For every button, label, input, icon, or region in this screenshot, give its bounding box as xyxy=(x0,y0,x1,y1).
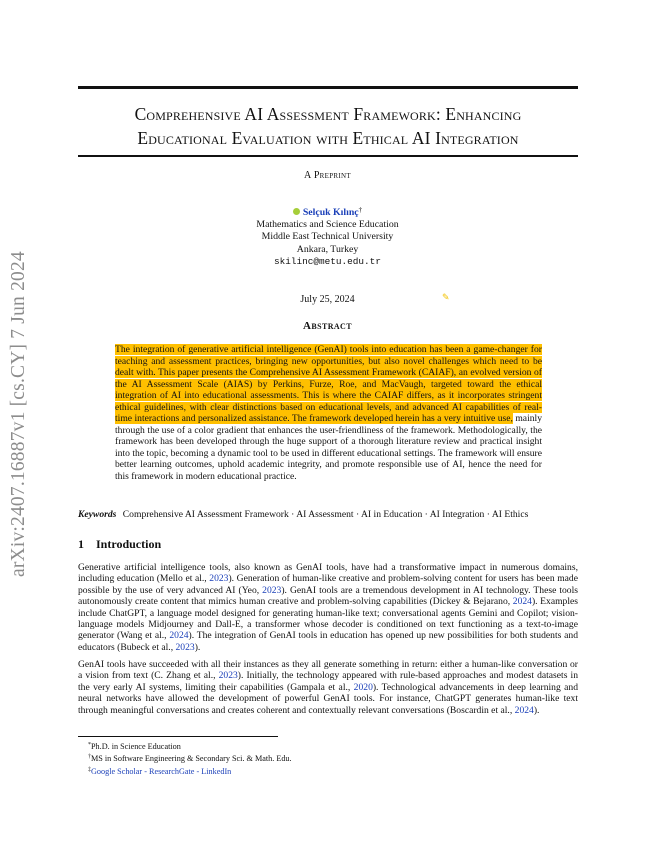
title-bottom-rule xyxy=(78,155,578,157)
citation-link[interactable]: 2023 xyxy=(262,584,282,596)
affiliation-university: Middle East Technical University xyxy=(261,231,394,243)
citation-link[interactable]: 2024 xyxy=(512,596,532,608)
affiliation-location: Ankara, Turkey xyxy=(296,243,359,255)
footnotes xyxy=(88,740,578,777)
title-top-rule xyxy=(78,86,578,89)
keywords-label: Keywords xyxy=(78,509,117,520)
citation-link[interactable]: 2023 xyxy=(175,641,195,653)
footnote-rule xyxy=(78,736,278,737)
title-line-1: Comprehensive AI Assessment Framework: Enhancing xyxy=(134,104,522,124)
citation-link[interactable]: 2020 xyxy=(353,681,373,693)
section-heading-introduction xyxy=(78,537,161,552)
paper-title xyxy=(70,102,586,150)
profile-links[interactable]: Google Scholar - ResearchGate - LinkedIn xyxy=(91,766,232,776)
arxiv-identifier: arXiv:2407.16887v1 [cs.CY] 7 Jun 2024 xyxy=(8,251,29,577)
intro-paragraph-2: GenAI tools have succeeded with all their instances as they all generate something in return: either a human-like conversation or a vision from text (C. Zhang et al., 2023). Initially, the technology appeared with rule-based approaches and modest datasets in the very early AI systems, limiting their capabilities (Gampala et al., 2020). Technological advancements in deep learning and neural networks have allowed the development of powerful GenAI tools. For instance, ChatGPT generates human-like text through meaningful conversations and creates coherent and contextually relevant conversations (Boscardin et al., 2024). xyxy=(78,659,578,716)
abstract-heading: Abstract xyxy=(303,320,352,332)
publication-date: July 25, 2024 xyxy=(300,294,355,305)
section-title: Introduction xyxy=(96,537,162,551)
author-name[interactable]: Selçuk Kılınç xyxy=(302,207,359,218)
preprint-label: A Preprint xyxy=(304,170,351,181)
keywords xyxy=(78,509,578,521)
citation-link[interactable]: 2023 xyxy=(209,573,229,585)
affiliation-department: Mathematics and Science Education xyxy=(256,219,399,231)
section-number: 1 xyxy=(78,537,84,551)
author-block xyxy=(0,204,655,268)
footnote-3: ‡Google Scholar - ResearchGate - LinkedIn xyxy=(88,766,232,776)
pencil-note-icon[interactable]: ✎ xyxy=(442,292,450,302)
keywords-text: Comprehensive AI Assessment Framework · AI Assessment · AI in Education · AI Integration · AI Ethics xyxy=(122,509,529,520)
intro-paragraph-1: Generative artificial intelligence tools, also known as GenAI tools, have had a transformative impact in numerous domains, including education (Mello et al., 2023). Generation of human-like creative and problem-solving content for users has been made possible by the use of very advanced AI (Yeo, 2023). GenAI tools are a tremendous development in AI technology. These tools autonomously create content that mimics human creative and problem-solving capabilities (Dickey & Bejarano, 2024). Examples include ChatGPT, a language model designed for generating human-like text; conversational agents Gemini and Copilot; vision-language models Midjourney and Dall-E, a transformer whose decoder is conditioned on text functioning as a text-to-image generator (Wang et al., 2024). The integration of GenAI tools in education has opened up new possibilities for both students and educators (Bubeck et al., 2023). xyxy=(78,562,578,653)
title-line-2: Educational Evaluation with Ethical AI Integration xyxy=(137,128,519,148)
footnote-1: *Ph.D. in Science Education xyxy=(88,742,181,751)
author-email[interactable]: skilinc@metu.edu.tr xyxy=(274,255,381,267)
orcid-icon[interactable] xyxy=(293,208,300,215)
author-footnote-mark[interactable]: † xyxy=(358,206,363,214)
abstract-highlighted-text: The integration of generative artificial intelligence (GenAI) tools into education has been a game-changer for teaching and assessment practices, bringing new opportunities, but also novel challenges which need to be dealt with. This paper presents the Comprehensive AI Assessment Framework (CAIAF), an evolved version of the AI Assessment Scale (AIAS) by Perkins, Furze, Roe, and MacVaugh, targeted toward the ethical integration of AI into educational assessments. This is where the CAIAF differs, as it incorporates stringent ethical guidelines, with clear distinctions based on educational levels, and advanced AI capabilities of real-time interactions and personalized assistance. The framework developed herein has a very intuitive use, xyxy=(115,344,542,424)
abstract-body xyxy=(115,344,542,482)
citation-link[interactable]: 2024 xyxy=(514,704,534,716)
footnote-2: †MS in Software Engineering & Secondary Sci. & Math. Edu. xyxy=(88,754,292,764)
citation-link[interactable]: 2023 xyxy=(218,670,238,682)
citation-link[interactable]: 2024 xyxy=(169,630,189,642)
abstract-plain-text: mainly through the use of a color gradient that enhances the user-friendliness of the framework. Methodologically, the framework has been developed through the huge support of a thorough literature review and practical insight into the topic, becoming a dynamic tool to be used in different educational settings. The framework will ensure better learning outcomes, uphold academic integrity, and promote responsible use of AI, hence the need for this framework in modern educational practice. xyxy=(115,413,542,482)
